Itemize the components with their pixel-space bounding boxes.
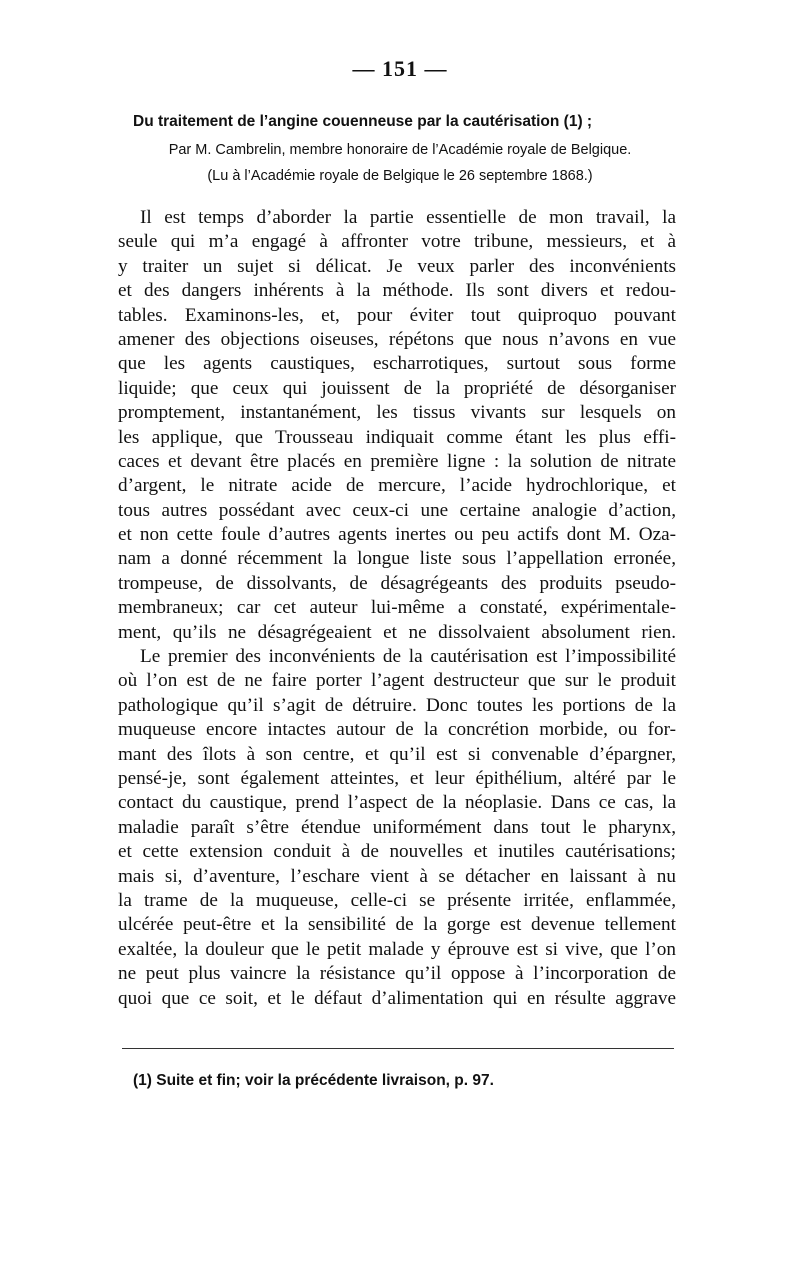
body-line: trompeuse, de dissolvants, de désagrégeants des produits pseudo- — [118, 572, 676, 594]
footnote: (1) Suite et fin; voir la précédente livraison, p. 97. — [133, 1072, 494, 1089]
body-line: la trame de la muqueuse, celle-ci se présente irritée, enflammée, — [118, 889, 676, 911]
footnote-rule — [122, 1048, 674, 1049]
body-line: pensé-je, sont également atteintes, et leur épithélium, altéré par le — [118, 767, 676, 789]
body-line: nam a donné récemment la longue liste sous l’appellation erronée, — [118, 548, 676, 570]
body-line: caces et devant être placés en première ligne : la solution de nitrate — [118, 450, 676, 472]
body-line: membraneux; car cet auteur lui-même a constaté, expérimentale- — [118, 597, 676, 619]
page-number: — 151 — — [352, 56, 448, 81]
body-line: et non cette foule d’autres agents inertes ou peu actifs dont M. Oza- — [118, 524, 676, 546]
body-line: mais si, d’aventure, l’eschare vient à se détacher en laissant à nu — [118, 865, 676, 887]
body-line: ment, qu’ils ne désagrégeaient et ne dissolvaient absolument rien. — [118, 621, 676, 643]
body-line: Le premier des inconvénients de la cautérisation est l’impossibilité — [140, 646, 676, 668]
body-line: muqueuse encore intactes autour de la concrétion morbide, ou for- — [118, 719, 676, 741]
reading-note: (Lu à l’Académie royale de Belgique le 26 septembre 1868.) — [207, 168, 593, 184]
body-line: les applique, que Trousseau indiquait comme étant les plus effi- — [118, 426, 676, 448]
body-line: d’argent, le nitrate acide de mercure, l’acide hydrochlorique, et — [118, 475, 676, 497]
body-line: ulcérée peut-être et la sensibilité de la gorge est devenue tellement — [118, 914, 676, 936]
body-line: où l’on est de ne faire porter l’agent destructeur que sur le produit — [118, 670, 676, 692]
body-line: contact du caustique, prend l’aspect de la néoplasie. Dans ce cas, la — [118, 792, 676, 814]
body-line: exaltée, la douleur que le petit malade y éprouve est si vive, que l’on — [118, 938, 676, 960]
body-text — [118, 206, 676, 1011]
body-line: y traiter un sujet si délicat. Je veux parler des inconvénients — [118, 255, 676, 277]
body-line: Il est temps d’aborder la partie essentielle de mon travail, la — [140, 207, 676, 228]
body-line: mant des îlots à son centre, et qu’il est si convenable d’épargner, — [118, 743, 676, 765]
body-line: amener des objections oiseuses, répétons que nous n’avons en vue — [118, 328, 676, 350]
body-line: quoi que ce soit, et le défaut d’alimentation qui en résulte aggrave — [118, 987, 676, 1009]
body-line: que les agents caustiques, escharrotiques, surtout sous forme — [118, 353, 676, 375]
body-line: maladie paraît s’être étendue uniformément dans tout le pharynx, — [118, 816, 676, 838]
body-line: liquide; que ceux qui jouissent de la propriété de désorganiser — [118, 377, 676, 399]
body-line: seule qui m’a engagé à affronter votre tribune, messieurs, et à — [118, 231, 676, 253]
article-title: Du traitement de l’angine couenneuse par la cautérisation (1) ; — [133, 113, 593, 130]
byline: Par M. Cambrelin, membre honoraire de l’Académie royale de Belgique. — [168, 142, 632, 158]
body-line: tous autres possédant avec ceux-ci une certaine analogie d’action, — [118, 499, 676, 521]
body-line: et des dangers inhérents à la méthode. Ils sont divers et redou- — [118, 280, 676, 302]
body-line: promptement, instantanément, les tissus vivants sur lesquels on — [118, 402, 676, 424]
body-line: et cette extension conduit à de nouvelles et inutiles cautérisations; — [118, 841, 676, 863]
body-line: pathologique qu’il s’agit de détruire. Donc toutes les portions de la — [118, 694, 676, 716]
body-line: ne peut plus vaincre la résistance qu’il oppose à l’incorporation de — [118, 963, 676, 985]
body-line: tables. Examinons-les, et, pour éviter tout quiproquo pouvant — [118, 304, 676, 326]
